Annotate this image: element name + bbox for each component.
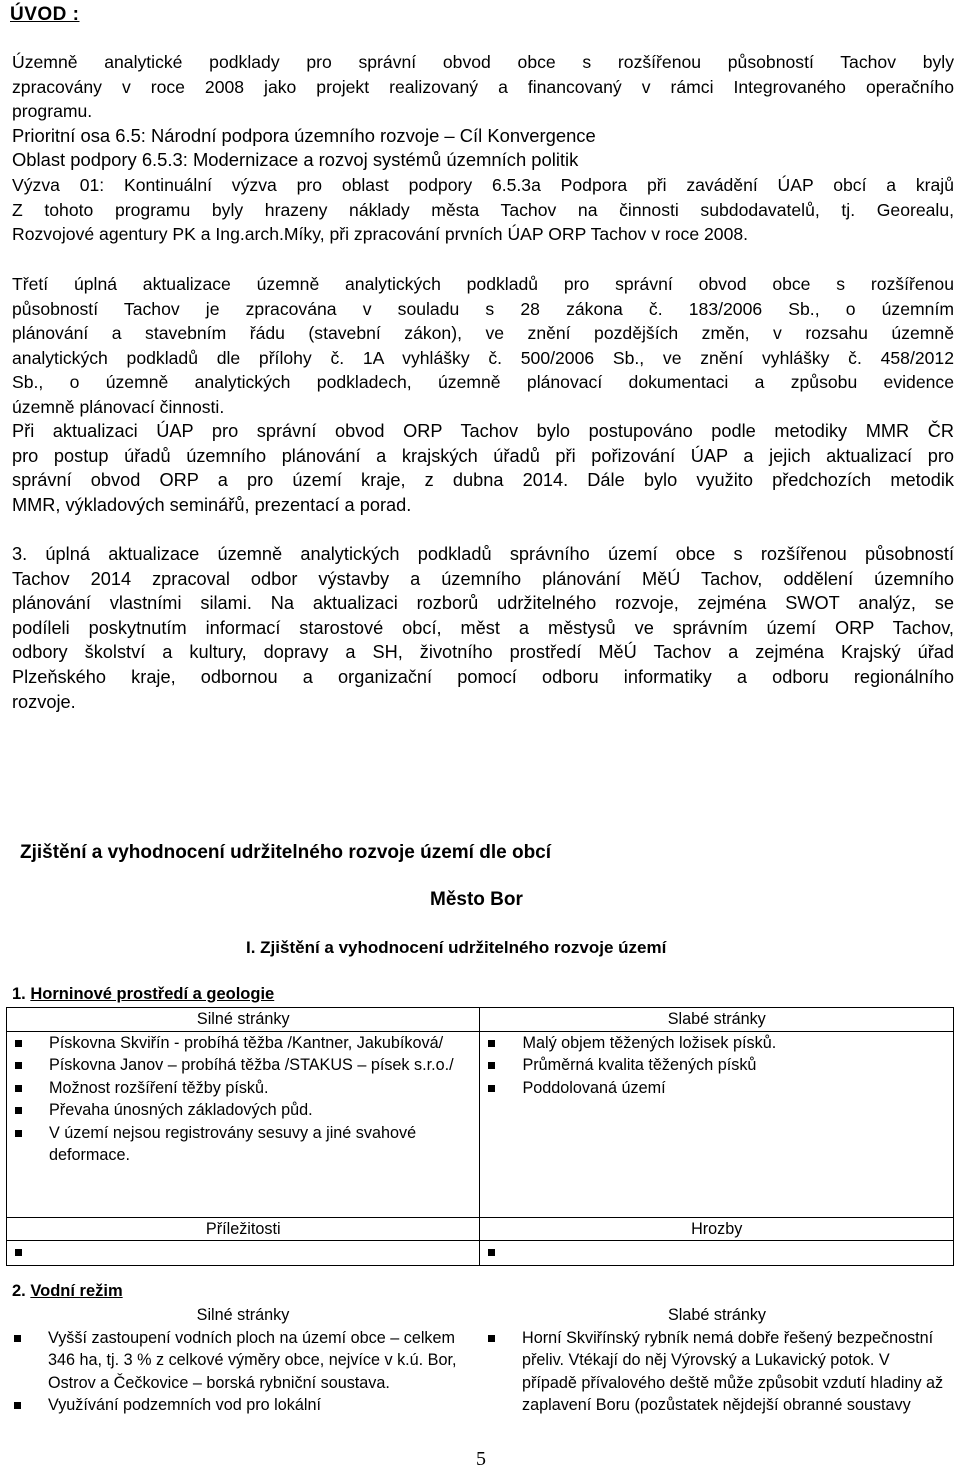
intro-line: analytických podkladů dle přílohy č. 1A vyhlášky č. 500/2006 Sb., ve znění vyhlášky č. 458/2012 xyxy=(12,347,954,368)
intro-line: podíleli poskytnutím informací starostové obcí, měst a městysů ve správním území ORP Tachov, xyxy=(12,617,954,638)
topic-number: 2. xyxy=(12,1282,31,1300)
bullet-square-icon xyxy=(15,1130,22,1137)
list-item: Pískovna Skviřín - probíhá těžba /Kantner, Jakubíková/ xyxy=(7,1032,479,1055)
page-number: 5 xyxy=(476,1448,486,1470)
topic-label: Horninové prostředí a geologie xyxy=(30,985,275,1003)
intro-line: plánování a stavebním řádu (stavební zákon), ve znění pozdějších změn, v rozsahu územně xyxy=(12,323,954,344)
list-item: Využívání podzemních vod pro lokální xyxy=(6,1394,480,1417)
weaknesses-cell xyxy=(480,1327,954,1417)
intro-line: Rozvojové agentury PK a Ing.arch.Míky, při zpracování prvních ÚAP ORP Tachov v roce 2008. xyxy=(12,224,749,245)
intro-paragraph-3 xyxy=(12,419,954,517)
town-name: Město Bor xyxy=(430,889,523,910)
bullet-square-icon xyxy=(488,1249,495,1256)
bullet-square-icon xyxy=(488,1040,495,1047)
intro-line: působností Tachov je zpracována v souladu s 28 zákona č. 183/2006 Sb., o územním xyxy=(12,298,954,319)
intro-line: pro postup úřadů územního plánování a krajských úřadů při pořizování ÚAP a jejich aktualizací pro xyxy=(12,445,954,466)
swot-table-1 xyxy=(6,1007,954,1266)
intro-line: zpracovány v roce 2008 jako projekt realizovaný a financovaný v rámci Integrovaného operačního xyxy=(12,76,954,97)
list-item xyxy=(480,1241,953,1264)
intro-line: Třetí úplná aktualizace územně analytických podkladů pro správní obvod obce s rozšířenou xyxy=(12,274,954,294)
list-item: Možnost rozšíření těžby písků. xyxy=(7,1077,479,1100)
threats-header: Hrozby xyxy=(480,1217,954,1241)
bullet-square-icon xyxy=(488,1062,495,1069)
intro-line: MMR, výkladových seminářů, prezentací a porad. xyxy=(12,494,412,515)
topic-number: 1. xyxy=(12,985,31,1003)
bullet-square-icon xyxy=(488,1335,495,1342)
intro-paragraph-1 xyxy=(12,50,954,247)
intro-line: 3. úplná aktualizace územně analytických podkladů správního území obce s rozšířenou působností xyxy=(12,544,954,564)
intro-heading: ÚVOD : xyxy=(10,4,80,25)
intro-line: územně plánovací činnosti. xyxy=(12,396,225,417)
topic-1-title xyxy=(12,985,274,1004)
bullet-square-icon xyxy=(15,1085,22,1092)
list-item: Vyšší zastoupení vodních ploch na území obce – celkem 346 ha, tj. 3 % z celkové výměry obce, nejvíce v k.ú. Bor, Ostrov a Čečkovice – borská rybniční soustava. xyxy=(6,1327,480,1395)
intro-line: Sb., o územně analytických podkladech, územně plánovací dokumentaci a způsobu evidence xyxy=(12,372,954,393)
intro-line: Plzeňského kraje, odbornou a organizační pomocí odboru informatiky a odboru regionálního xyxy=(12,666,954,687)
list-item: Horní Skviřínský rybník nemá dobře řešený bezpečnostní přeliv. Vtékají do něj Výrovský a Lukavický potok. V případě přívalového deště může způsobit vzdutí hladiny až zaplavení Boru (pozůstatek nějdejší obranné soustavy xyxy=(480,1327,954,1417)
list-item: Převaha únosných základových půd. xyxy=(7,1099,479,1122)
opportunities-cell xyxy=(7,1241,480,1266)
strengths-header: Silné stránky xyxy=(7,1008,480,1032)
bullet-square-icon xyxy=(15,1062,22,1069)
sub-title: I. Zjištění a vyhodnocení udržitelného rozvoje území xyxy=(246,938,667,957)
section-title: Zjištění a vyhodnocení udržitelného rozvoje území dle obcí xyxy=(20,842,552,863)
bullet-square-icon xyxy=(15,1040,22,1047)
intro-line: Tachov 2014 zpracoval odbor výstavby a územního plánování MěÚ Tachov, oddělení územního xyxy=(12,568,954,589)
intro-line: Prioritní osa 6.5: Národní podpora územního rozvoje – Cíl Konvergence xyxy=(12,124,596,146)
intro-line: správní obvod ORP a pro území kraje, z dubna 2014. Dále bylo využito předchozích metodik xyxy=(12,470,954,491)
bullet-square-icon xyxy=(15,1107,22,1114)
bullet-square-icon xyxy=(488,1085,495,1092)
weaknesses-header: Slabé stránky xyxy=(480,1008,954,1032)
intro-line: Z tohoto programu byly hrazeny náklady města Tachov na činnosti subdodavatelů, tj. Georealu, xyxy=(12,199,954,220)
bullet-square-icon xyxy=(14,1335,21,1342)
swot-table-2 xyxy=(6,1304,954,1417)
list-item xyxy=(7,1241,479,1264)
list-item: V území nejsou registrovány sesuvy a jiné svahové deformace. xyxy=(7,1122,479,1167)
list-item: Pískovna Janov – probíhá těžba /STAKUS – písek s.r.o./ xyxy=(7,1054,479,1077)
intro-line: odbory školství a kultury, dopravy a SH, životního prostředí MěÚ Tachov a zejména Krajský úřad xyxy=(12,642,954,663)
intro-line: Při aktualizaci ÚAP pro správní obvod ORP Tachov bylo postupováno podle metodiky MMR ČR xyxy=(12,421,954,441)
intro-line: rozvoje. xyxy=(12,691,76,712)
topic-label: Vodní režim xyxy=(30,1282,123,1300)
list-item: Poddolovaná území xyxy=(480,1077,953,1100)
intro-line: Výzva 01: Kontinuální výzva pro oblast podpory 6.5.3a Podpora při zavádění ÚAP obcí a krajů xyxy=(12,174,954,195)
strengths-header: Silné stránky xyxy=(196,1306,290,1324)
bullet-square-icon xyxy=(15,1249,22,1256)
weaknesses-cell xyxy=(480,1031,954,1217)
list-item: Průměrná kvalita těžených písků xyxy=(480,1054,953,1077)
intro-line: Územně analytické podklady pro správní obvod obce s rozšířenou působností Tachov byly xyxy=(12,52,954,72)
list-item: Malý objem těžených ložisek písků. xyxy=(480,1032,953,1055)
intro-paragraph-2 xyxy=(12,272,954,420)
topic-2-title xyxy=(12,1282,123,1301)
bullet-square-icon xyxy=(14,1402,21,1409)
weaknesses-header: Slabé stránky xyxy=(667,1306,767,1324)
intro-paragraph-4 xyxy=(12,542,954,714)
threats-cell xyxy=(480,1241,954,1266)
opportunities-header: Příležitosti xyxy=(7,1217,480,1241)
strengths-cell xyxy=(6,1327,480,1417)
intro-line: Oblast podpory 6.5.3: Modernizace a rozvoj systémů územních politik xyxy=(12,149,579,171)
intro-line: programu. xyxy=(12,101,93,122)
strengths-cell xyxy=(7,1031,480,1217)
intro-line: plánování vlastními silami. Na aktualizaci rozborů udržitelného rozvoje, zejména SWOT analýz, se xyxy=(12,593,954,614)
